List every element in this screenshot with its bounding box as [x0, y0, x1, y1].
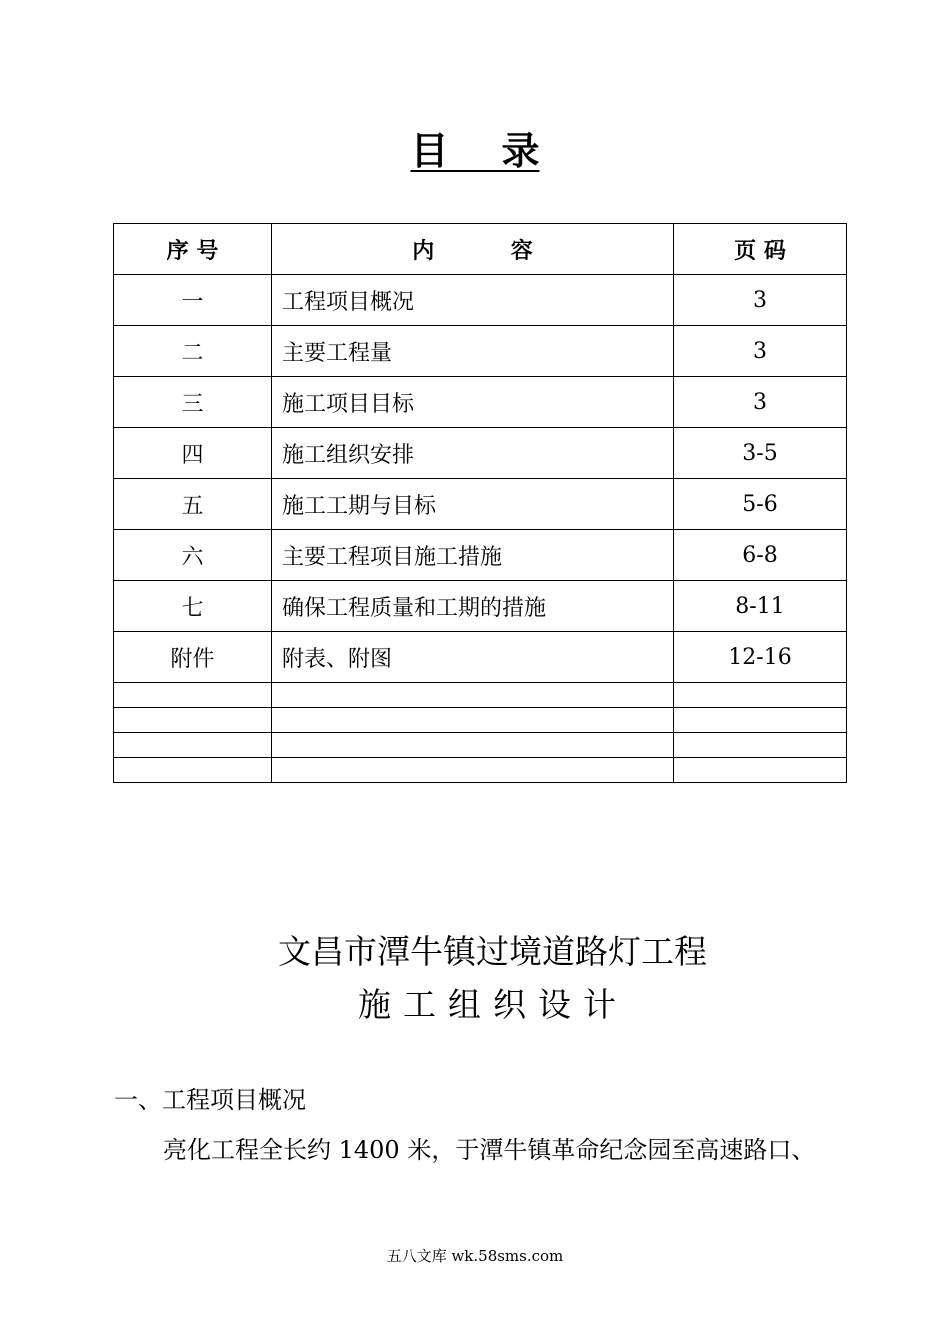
document-title-line1: 文昌市潭牛镇过境道路灯工程 — [278, 932, 707, 971]
toc-row-page: 3 — [674, 275, 847, 326]
toc-blank-cell — [674, 733, 847, 758]
document-title-line2: 施工组织设计 — [358, 985, 628, 1024]
toc-row — [114, 530, 847, 581]
toc-row-no: 一 — [114, 275, 272, 326]
toc-blank-row — [114, 758, 847, 783]
toc-row-page: 12-16 — [674, 632, 847, 683]
toc-blank-cell — [114, 708, 272, 733]
body-paragraph: 亮化工程全长约 1400 米，于潭牛镇革命纪念园至高速路口、 — [163, 1136, 816, 1164]
toc-header-row — [114, 224, 847, 275]
toc-row-content: 主要工程项目施工措施 — [272, 530, 674, 581]
toc-row-no: 四 — [114, 428, 272, 479]
toc-row — [114, 632, 847, 683]
toc-row-content: 施工项目目标 — [272, 377, 674, 428]
footer-watermark: 五八文库 wk.58sms.com — [386, 1247, 564, 1265]
toc-row — [114, 581, 847, 632]
toc-blank-cell — [114, 733, 272, 758]
toc-row-content: 主要工程量 — [272, 326, 674, 377]
toc-blank-cell — [674, 683, 847, 708]
toc-row-content: 附表、附图 — [272, 632, 674, 683]
toc-row-no: 三 — [114, 377, 272, 428]
toc-row-content: 施工组织安排 — [272, 428, 674, 479]
toc-row-no: 五 — [114, 479, 272, 530]
toc-row-page: 5-6 — [674, 479, 847, 530]
toc-row-page: 3 — [674, 377, 847, 428]
toc-row — [114, 275, 847, 326]
toc-row-page: 8-11 — [674, 581, 847, 632]
toc-row — [114, 479, 847, 530]
toc-title — [0, 126, 950, 176]
toc-blank-row — [114, 708, 847, 733]
toc-row-no: 七 — [114, 581, 272, 632]
toc-row — [114, 326, 847, 377]
toc-row-no: 六 — [114, 530, 272, 581]
header-page: 页 码 — [674, 224, 847, 275]
toc-blank-cell — [272, 758, 674, 783]
toc-row-content: 施工工期与目标 — [272, 479, 674, 530]
toc-row-page: 3-5 — [674, 428, 847, 479]
toc-row-content: 确保工程质量和工期的措施 — [272, 581, 674, 632]
toc-row-page: 6-8 — [674, 530, 847, 581]
toc-blank-row — [114, 733, 847, 758]
toc-row — [114, 377, 847, 428]
toc-title-text: 目 录 — [410, 128, 540, 173]
toc-table — [113, 223, 847, 783]
toc-blank-cell — [674, 758, 847, 783]
toc-row-page: 3 — [674, 326, 847, 377]
toc-row-no: 附件 — [114, 632, 272, 683]
toc-blank-cell — [272, 683, 674, 708]
toc-blank-cell — [114, 683, 272, 708]
header-content: 内 容 — [272, 224, 674, 275]
toc-row-no: 二 — [114, 326, 272, 377]
toc-row — [114, 428, 847, 479]
section-heading: 一、工程项目概况 — [114, 1086, 306, 1114]
toc-row-content: 工程项目概况 — [272, 275, 674, 326]
toc-blank-row — [114, 683, 847, 708]
toc-blank-cell — [272, 733, 674, 758]
header-no: 序 号 — [114, 224, 272, 275]
toc-blank-cell — [114, 758, 272, 783]
toc-blank-cell — [674, 708, 847, 733]
toc-blank-cell — [272, 708, 674, 733]
